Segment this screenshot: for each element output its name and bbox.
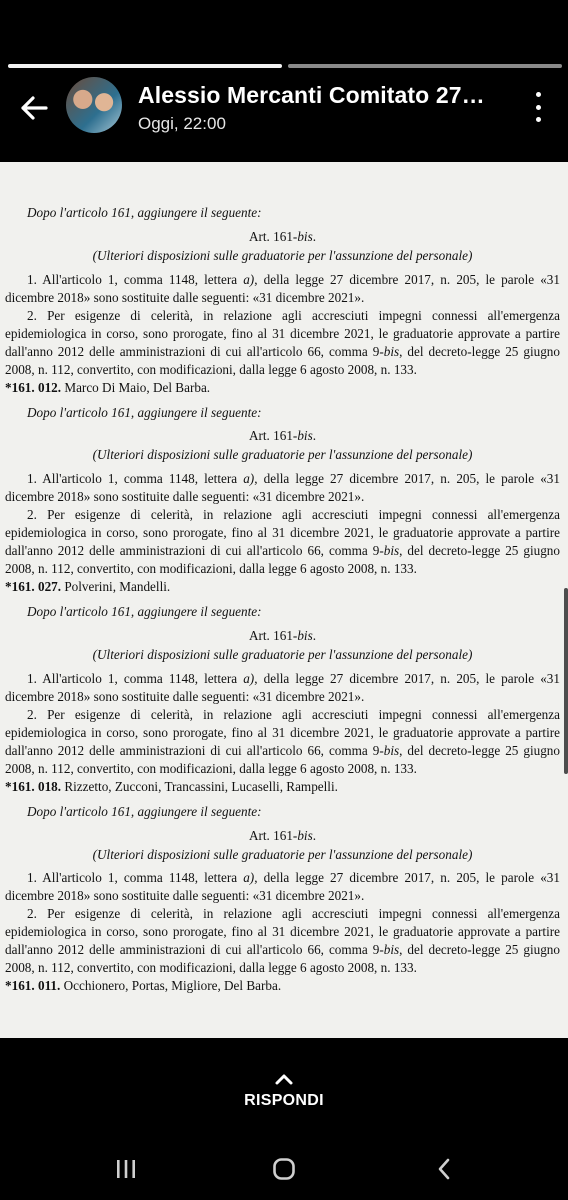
recents-button[interactable] [106, 1154, 146, 1184]
home-icon [272, 1157, 296, 1181]
amendment-signatories [5, 578, 560, 596]
amendment-intro: Dopo l'articolo 161, aggiungere il seguente: [27, 604, 262, 620]
amendment-p1-b: , della legge 27 dicembre 2017, n. 205, le parole «31 dicembre 2018» sono sostituite dalle seguenti: «31 dicembre 2021». [5, 670, 560, 704]
amendment-p2-a: 2. Per esigenze di celerità, in relazione agli accresciuti impegni connessi all'emergenza epidemiologica in corso, sono prorogate, fino al 31 dicembre 2021, le graduatorie approvate a partire dall'anno 2012 delle amministrazioni di cui all'articolo 66, comma 9- [5, 906, 560, 958]
document-body [5, 204, 560, 1002]
amendment-p2-italic: bis [383, 742, 400, 758]
article-subtitle [5, 846, 560, 864]
amendment-p2-b: , del decreto-legge 25 giugno 2008, n. 112, convertito, con modificazioni, dalla legge 6 agosto 2008, n. 133. [5, 343, 560, 377]
amendment-p1-a: 1. All'articolo 1, comma 1148, lettera [27, 271, 244, 287]
vertical-dots-icon [536, 92, 541, 97]
amendment-art-suffix: . [312, 228, 317, 244]
amendment-p2-b: , del decreto-legge 25 giugno 2008, n. 112, convertito, con modificazioni, dalla legge 6 agosto 2008, n. 133. [5, 942, 560, 976]
amendment-p1-italic: a) [243, 870, 255, 886]
reply-button[interactable] [0, 1072, 568, 1110]
avatar[interactable] [66, 77, 122, 133]
amendment-signatories [5, 778, 560, 796]
amendment-p1-b: , della legge 27 dicembre 2017, n. 205, le parole «31 dicembre 2018» sono sostituite dalle seguenti: «31 dicembre 2021». [5, 870, 560, 904]
amendment-p1-italic: a) [243, 271, 255, 287]
paragraph-2 [5, 706, 560, 778]
story-progress [8, 64, 562, 68]
amendment-sig-code: *161. 012. [5, 379, 62, 395]
amendment-block [5, 404, 560, 597]
amendment-subtitle: (Ulteriori disposizioni sulle graduatorie per l'assunzione del personale) [92, 646, 473, 662]
article-heading [5, 627, 560, 645]
home-button[interactable] [264, 1154, 304, 1184]
amendment-block [5, 603, 560, 796]
amendment-block [5, 204, 560, 397]
article-heading [5, 827, 560, 845]
amendment-sig-code: *161. 011. [5, 978, 61, 994]
progress-segment-1 [8, 64, 282, 68]
document-image [0, 162, 568, 1038]
nav-back-button[interactable] [424, 1154, 464, 1184]
amendment-p2-a: 2. Per esigenze di celerità, in relazione agli accresciuti impegni connessi all'emergenza epidemiologica in corso, sono prorogate, fino al 31 dicembre 2021, le graduatorie approvate a partire dall'anno 2012 delle amministrazioni di cui all'articolo 66, comma 9- [5, 307, 560, 359]
paragraph-2 [5, 506, 560, 578]
amendment-p1-italic: a) [243, 670, 255, 686]
paragraph-2 [5, 307, 560, 379]
post-time: Oggi, 22:00 [138, 114, 226, 133]
amendment-art-suffix: . [312, 827, 317, 843]
amendment-intro: Dopo l'articolo 161, aggiungere il seguente: [27, 205, 262, 220]
amendment-p1-a: 1. All'articolo 1, comma 1148, lettera [27, 670, 244, 686]
amendment-signatories [5, 379, 560, 397]
amendment-p1-a: 1. All'articolo 1, comma 1148, lettera [27, 471, 244, 487]
amendment-sig-names: Marco Di Maio, Del Barba. [61, 379, 211, 395]
story-header [0, 72, 568, 160]
paragraph-1 [5, 470, 560, 506]
amendment-p2-italic: bis [383, 543, 400, 559]
amendment-block [5, 803, 560, 996]
article-subtitle [5, 446, 560, 464]
amendment-p2-italic: bis [383, 343, 400, 359]
amendment-intro [5, 803, 560, 821]
amendment-art-prefix: Art. 161- [248, 228, 298, 244]
paragraph-1 [5, 670, 560, 706]
amendment-p2-a: 2. Per esigenze di celerità, in relazione agli accresciuti impegni connessi all'emergenza epidemiologica in corso, sono prorogate, fino al 31 dicembre 2021, le graduatorie approvate a partire dall'anno 2012 delle amministrazioni di cui all'articolo 66, comma 9- [5, 507, 560, 559]
article-heading [5, 427, 560, 445]
amendment-p1-italic: a) [243, 471, 255, 487]
recents-icon [115, 1159, 137, 1179]
paragraph-1 [5, 869, 560, 905]
more-options-button[interactable] [526, 92, 550, 122]
progress-segment-2 [288, 64, 562, 68]
chevron-up-icon [274, 1072, 294, 1086]
amendment-p1-b: , della legge 27 dicembre 2017, n. 205, le parole «31 dicembre 2018» sono sostituite dalle seguenti: «31 dicembre 2021». [5, 471, 560, 505]
amendment-intro: Dopo l'articolo 161, aggiungere il seguente: [27, 803, 262, 819]
reply-label: RISPONDI [244, 1092, 324, 1109]
amendment-art-italic: bis [297, 228, 313, 244]
amendment-art-prefix: Art. 161- [248, 428, 298, 444]
paragraph-2 [5, 905, 560, 977]
amendment-subtitle: (Ulteriori disposizioni sulle graduatorie per l'assunzione del personale) [92, 247, 473, 263]
amendment-p1-a: 1. All'articolo 1, comma 1148, lettera [27, 870, 244, 886]
amendment-art-suffix: . [312, 628, 317, 644]
amendment-p1-b: , della legge 27 dicembre 2017, n. 205, le parole «31 dicembre 2018» sono sostituite dalle seguenti: «31 dicembre 2021». [5, 271, 560, 305]
amendment-art-suffix: . [312, 428, 317, 444]
article-subtitle [5, 646, 560, 664]
amendment-sig-names: Polverini, Mandelli. [61, 579, 171, 595]
amendment-art-italic: bis [297, 628, 313, 644]
amendment-art-italic: bis [297, 827, 313, 843]
amendment-p2-b: , del decreto-legge 25 giugno 2008, n. 112, convertito, con modificazioni, dalla legge 6 agosto 2008, n. 133. [5, 543, 560, 577]
contact-name[interactable]: Alessio Mercanti Comitato 27… [138, 82, 485, 108]
amendment-subtitle: (Ulteriori disposizioni sulle graduatorie per l'assunzione del personale) [92, 447, 473, 463]
amendment-subtitle: (Ulteriori disposizioni sulle graduatorie per l'assunzione del personale) [92, 846, 473, 862]
amendment-art-prefix: Art. 161- [248, 628, 298, 644]
scroll-indicator [564, 588, 568, 774]
amendment-intro [5, 204, 560, 222]
amendment-sig-code: *161. 027. [5, 579, 62, 595]
amendment-signatories [5, 977, 560, 995]
article-subtitle [5, 247, 560, 265]
amendment-intro [5, 603, 560, 621]
nav-back-icon [436, 1157, 452, 1181]
amendment-intro [5, 404, 560, 422]
amendment-art-prefix: Art. 161- [248, 827, 298, 843]
back-button[interactable] [14, 88, 54, 128]
amendment-sig-code: *161. 018. [5, 778, 62, 794]
paragraph-1 [5, 271, 560, 307]
arrow-left-icon [20, 96, 48, 120]
amendment-sig-names: Rizzetto, Zucconi, Trancassini, Lucaselli, Rampelli. [61, 778, 338, 794]
amendment-intro: Dopo l'articolo 161, aggiungere il seguente: [27, 404, 262, 420]
amendment-p2-b: , del decreto-legge 25 giugno 2008, n. 112, convertito, con modificazioni, dalla legge 6 agosto 2008, n. 133. [5, 742, 560, 776]
article-heading [5, 228, 560, 246]
amendment-p2-a: 2. Per esigenze di celerità, in relazione agli accresciuti impegni connessi all'emergenza epidemiologica in corso, sono prorogate, fino al 31 dicembre 2021, le graduatorie approvate a partire dall'anno 2012 delle amministrazioni di cui all'articolo 66, comma 9- [5, 706, 560, 758]
amendment-sig-names: Occhionero, Portas, Migliore, Del Barba. [60, 978, 282, 994]
amendment-p2-italic: bis [383, 942, 400, 958]
amendment-art-italic: bis [297, 428, 313, 444]
system-navigation-bar [0, 1140, 568, 1200]
